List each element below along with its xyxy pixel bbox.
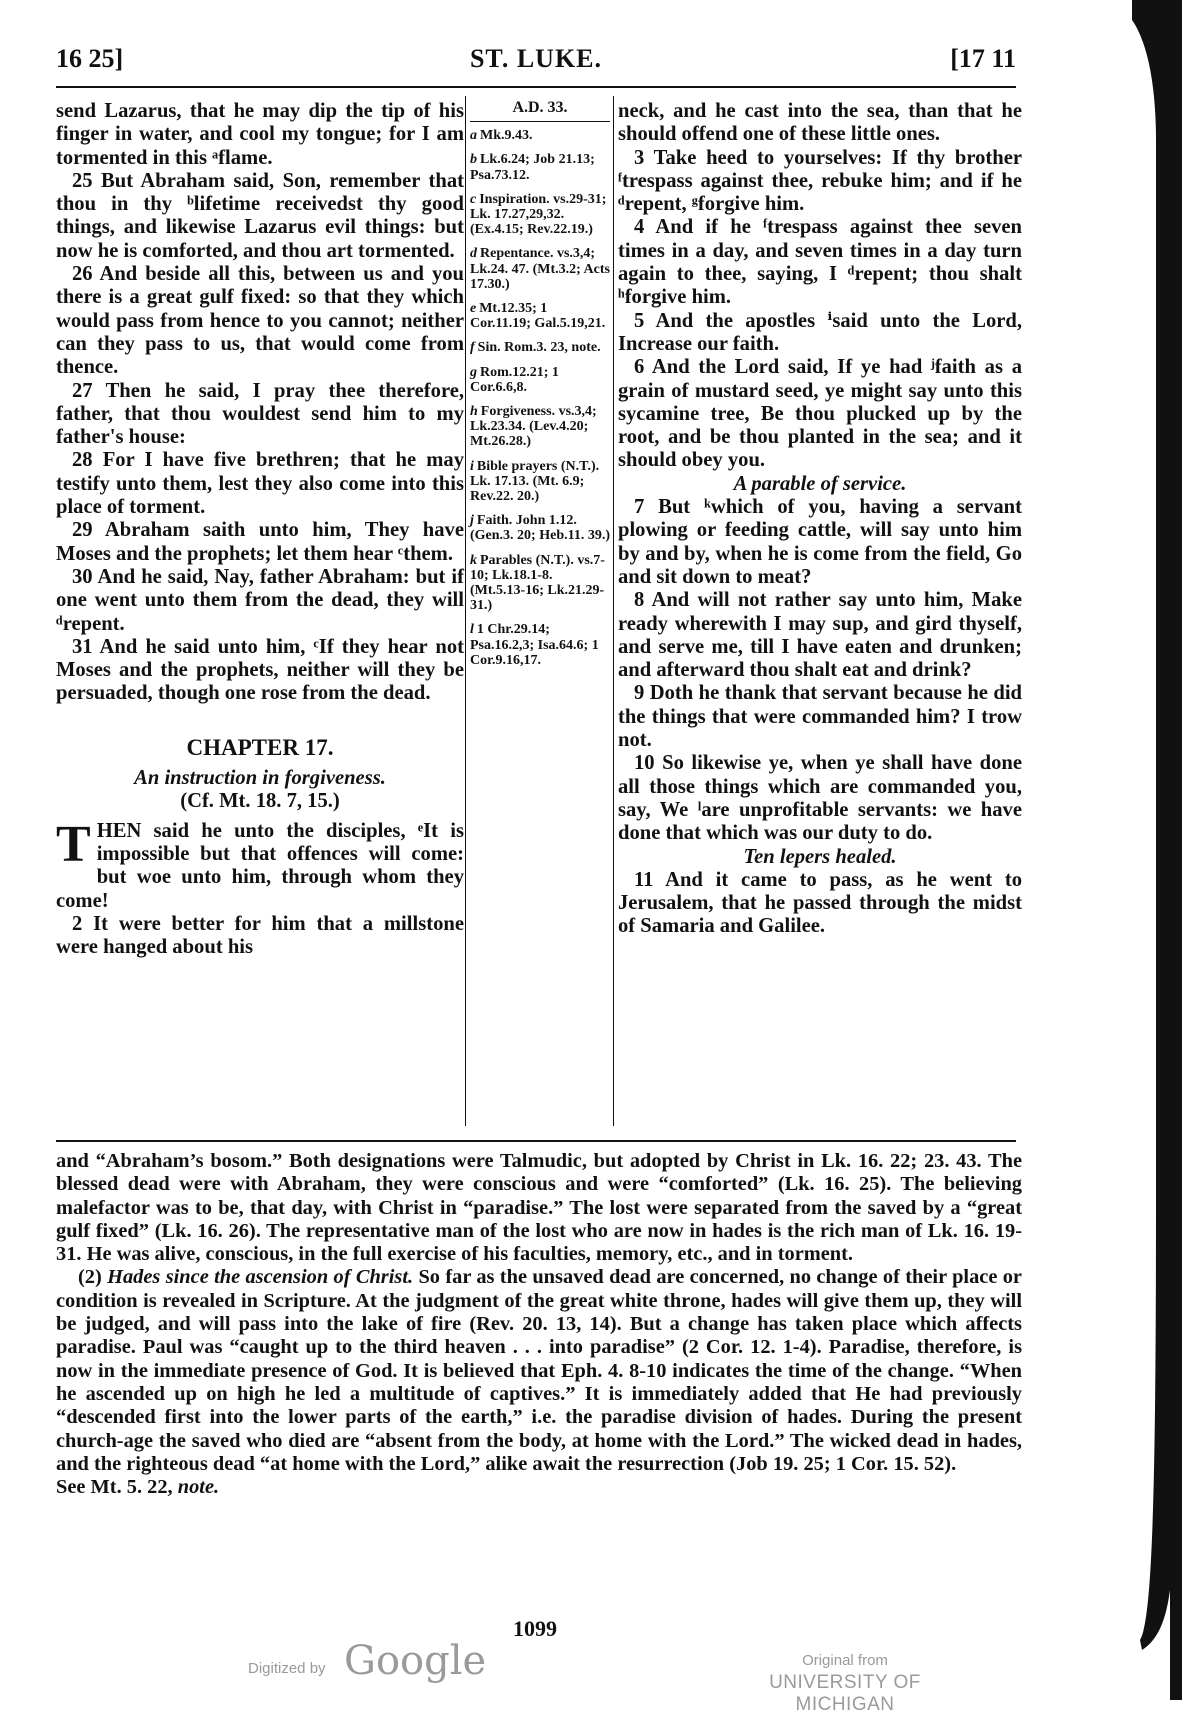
margin-ref-g: g Rom.12.21; 1 Cor.6.6,8. <box>470 364 559 395</box>
page-binding-edge <box>1132 0 1182 1700</box>
year-label: A.D. 33. <box>470 100 610 122</box>
section-heading-lepers: Ten lepers healed. <box>743 845 897 868</box>
verse-31: 31 And he said unto him, ᶜIf they hear not Moses and the prophets, neither will they be persuaded, though one rose from the dead. <box>56 635 464 705</box>
header-rule <box>56 86 1016 88</box>
university-label: UNIVERSITY OF MICHIGAN <box>769 1672 921 1715</box>
header-chapter-end: [17 11 <box>950 44 1016 73</box>
verse-8: 8 And will not rather say unto him, Make ready wherewith I may sup, and gird thyself, and serve me, till I have eaten and drunken; and afterward thou shalt eat and drink? <box>618 589 1022 682</box>
google-logo: Google <box>344 1638 487 1684</box>
verse-2: 2 It were better for him that a millstone were hanged about his <box>56 912 464 959</box>
header-book-title: ST. LUKE. <box>469 44 603 73</box>
verse-28: 28 For I have five brethren; that he may testify unto them, lest they also come into this place of torment. <box>56 449 464 519</box>
verse-27: 27 Then he said, I pray thee therefore, father, that thou wouldest send him to my father's house: <box>56 379 464 449</box>
verse-6: 6 And the Lord said, If ye had ʲfaith as a grain of mustard seed, ye might say unto this sycamine tree, Be thou plucked up by the root, and be thou planted in the sea; and it should obey you. <box>618 356 1022 472</box>
cross-reference: (Cf. Mt. 18. 7, 15.) <box>180 790 340 813</box>
footnote-rule <box>56 1140 1016 1142</box>
verse-7: 7 But ᵏwhich of you, having a servant plowing or feeding cattle, will say unto him by and by, when he is come from the field, Go and sit down to meat? <box>618 496 1022 588</box>
verse-26: 26 And beside all this, between us and you there is a great gulf fixed: so that they which would pass from hence to you cannot; neither can they pass to us, that would come from thence. <box>56 263 464 379</box>
verse-3: 3 Take heed to yourselves: If thy brother ᶠtrespass against thee, rebuke him; and if he ᵈrepent, ᵍforgive him. <box>618 146 1022 216</box>
section-heading-forgiveness: An instruction in forgiveness. <box>134 767 386 790</box>
margin-ref-c: c Inspiration. vs.29-31; Lk. 17.27,29,32. (Ex.4.15; Rev.22.19.) <box>470 191 607 238</box>
verse-4: 4 And if he ᶠtrespass against thee seven times in a day, and seven times in a day turn again to thee, saying, I ᵈrepent; thou shalt ʰforgive him. <box>618 216 1022 309</box>
margin-ref-a: a Mk.9.43. <box>470 128 533 144</box>
verse-text: send Lazarus, that he may dip the tip of his finger in water, and cool my tongue; for I am tormented in this ᵃflame. <box>56 100 464 169</box>
source-attribution <box>720 1650 970 1716</box>
original-from-label: Original from <box>802 1652 888 1669</box>
margin-references <box>470 100 610 677</box>
margin-ref-l: l 1 Chr.29.14; Psa.16.2,3; Isa.64.6; 1 Cor.9.16,17. <box>470 622 599 668</box>
drop-cap: T <box>56 815 91 873</box>
footnote-see-also: See Mt. 5. 22, note. <box>56 1476 220 1499</box>
margin-ref-f: f Sin. Rom.3. 23, note. <box>470 340 601 356</box>
margin-ref-j: j Faith. John 1.12. (Gen.3. 20; Heb.11. 39.) <box>470 513 610 544</box>
margin-ref-i: i Bible prayers (N.T.). Lk. 17.13. (Mt. 6.9; Rev.22. 20.) <box>470 458 600 505</box>
verse-9: 9 Doth he thank that servant because he did the things that were commanded him? I trow not. <box>618 682 1022 752</box>
chapter-title: CHAPTER 17. <box>186 734 334 760</box>
footnote <box>56 1150 1022 1499</box>
page-header <box>56 44 1016 82</box>
left-column <box>56 100 464 959</box>
verse-29: 29 Abraham saith unto him, They have Moses and the prophets; let them hear ᶜthem. <box>56 519 464 565</box>
footnote-paragraph-2: (2) Hades since the ascension of Christ. So far as the unsaved dead are concerned, no change of their place or condition is revealed in Scripture. At the judgment of the great white throne, hades will give them up, they will be judged, and will pass into the lake of fire (Rev. 20. 13, 14). But a change has taken place which affects paradise. Paul was “caught up to the third heaven . . . into paradise” (2 Cor. 12. 1-4). Paradise, therefore, is now in the immediate presence of God. It is believed that Eph. 4. 8-10 indicates the time of the change. “When he ascended up on high he led a multitude of captives.” It is immediately added that He had previously “descended first into the lower parts of the earth,” i.e. the paradise division of hades. During the present church-age the saved who died are “absent from the body, at home with the Lord.” The wicked dead in hades, and the righteous dead “at home with the Lord,” alike await the resurrection (Job 19. 25; 1 Cor. 15. 52). <box>56 1266 1022 1475</box>
verse-11: 11 And it came to pass, as he went to Jerusalem, that he passed through the midst of Samaria and Galilee. <box>618 868 1022 938</box>
margin-ref-e: e Mt.12.35; 1 Cor.11.19; Gal.5.19,21. <box>470 301 606 332</box>
margin-ref-d: d Repentance. vs.3,4; Lk.24. 47. (Mt.3.2; Acts 17.30.) <box>470 246 610 292</box>
verse-10: 10 So likewise ye, when ye shall have done all those things which are commanded you, say, We ˡare unprofitable servants: we have done that which was our duty to do. <box>618 752 1022 845</box>
footnote-paragraph-1: and “Abraham’s bosom.” Both designations were Talmudic, but adopted by Christ in Lk. 16. 22; 23. 43. The blessed dead were with Abraham, they were conscious and were “comforted” (Lk. 16. 25). The believing malefactor was to be, that day, with Christ in “paradise.” The lost were separated from the saved by a “great gulf fixed” (Lk. 16. 26). The representative man of the lost who are now in hades is the rich man of Lk. 16. 19-31. He was alive, conscious, in the full exercise of his faculties, memory, etc., and in torment. <box>56 1150 1022 1266</box>
page-number: 1099 <box>513 1616 557 1641</box>
column-divider-right <box>613 96 614 1126</box>
verse-continuation: neck, and he cast into the sea, than that he should offend one of these little ones. <box>618 100 1022 146</box>
verse-5: 5 And the apostles ⁱsaid unto the Lord, Increase our faith. <box>618 309 1022 355</box>
header-chapter-start: 16 25] <box>56 44 124 73</box>
digitized-by-label: Digitized by <box>248 1660 326 1677</box>
column-divider-left <box>465 96 466 1126</box>
section-heading-service: A parable of service. <box>733 472 907 495</box>
verse-25: 25 But Abraham said, Son, remember that thou in thy ᵇlifetime receivedst thy good things, and likewise Lazarus evil things: but now he is comforted, and thou art tormented. <box>56 169 464 262</box>
right-column <box>618 100 1022 939</box>
margin-ref-k: k Parables (N.T.). vs.7-10; Lk.18.1-8. (Mt.5.13-16; Lk.21.29-31.) <box>470 552 605 614</box>
margin-ref-h: h Forgiveness. vs.3,4; Lk.23.34. (Lev.4.20; Mt.26.28.) <box>470 404 597 450</box>
margin-ref-b: b Lk.6.24; Job 21.13; Psa.73.12. <box>470 152 595 183</box>
verse-1: HEN said he unto the disciples, ᵉIt is impossible but that offences will come: but woe unto him, through whom they come! <box>56 819 464 912</box>
verse-30: 30 And he said, Nay, father Abraham: but if one went unto them from the dead, they will ᵈrepent. <box>56 565 464 635</box>
